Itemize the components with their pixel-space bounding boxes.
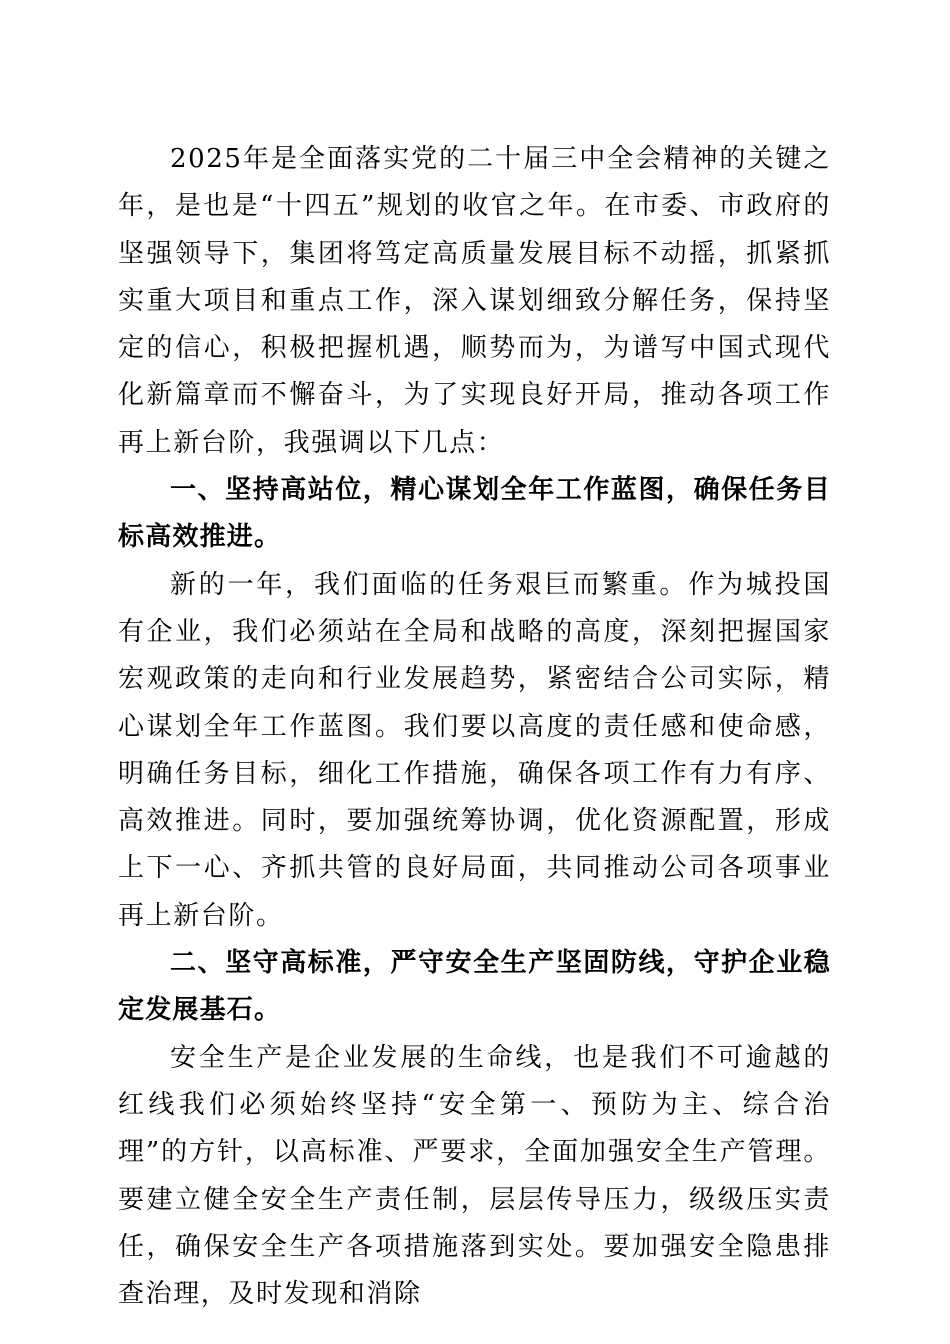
section-heading-1: 一、坚持高站位，精心谋划全年工作蓝图，确保任务目标高效推进。 <box>118 475 831 553</box>
section-2-paragraph: 安全生产是企业发展的生命线，也是我们不可逾越的红线我们必须始终坚持“安全第一、预防为主、综合治理”的方针，以高标准、严要求，全面加强安全生产管理。要建立健全安全生产责任制，层层传导压力，级级压实责任，确保安全生产各项措施落到实处。要加强安全隐患排查治理，及时发现和消除 <box>118 1042 831 1310</box>
section-heading-2: 二、坚守高标准，严守安全生产坚固防线，守护企业稳定发展基石。 <box>118 948 831 1026</box>
section-1-paragraph: 新的一年，我们面临的任务艰巨而繁重。作为城投国有企业，我们必须站在全局和战略的高度，深刻把握国家宏观政策的走向和行业发展趋势，紧密结合公司实际，精心谋划全年工作蓝图。我们要以高度的责任感和使命感，明确任务目标，细化工作措施，确保各项工作有力有序、高效推进。同时，要加强统筹协调，优化资源配置，形成上下一心、齐抓共管的良好局面，共同推动公司各项事业再上新台阶。 <box>118 569 831 931</box>
document-page <box>118 136 831 1318</box>
intro-paragraph: 2025年是全面落实党的二十届三中全会精神的关键之年，是也是“十四五”规划的收官之年。在市委、市政府的坚强领导下，集团将笃定高质量发展目标不动摇，抓紧抓实重大项目和重点工作，深入谋划细致分解任务，保持坚定的信心，积极把握机遇，顺势而为，为谱写中国式现代化新篇章而不懈奋斗，为了实现良好开局，推动各项工作再上新台阶，我强调以下几点： <box>118 144 831 458</box>
